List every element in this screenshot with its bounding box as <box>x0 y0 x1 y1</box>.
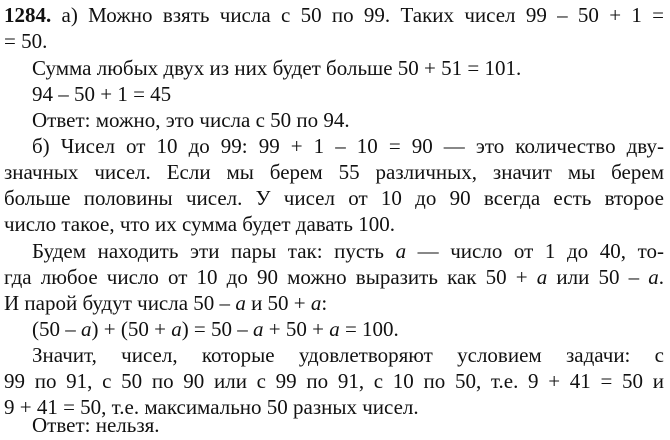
line-14 <box>32 342 664 368</box>
line-12-var-a1: a <box>235 291 246 315</box>
line-13-text-c: ) = 50 – <box>181 317 254 341</box>
line-6 <box>32 133 664 159</box>
line-15-text: 99 по 91, с 50 по 90 или с 99 по 91, с 10 по 50, т.е. 9 + 41 = 50 и <box>4 369 664 393</box>
line-4 <box>32 81 171 107</box>
line-4-text: 94 – 50 + 1 = 45 <box>32 82 172 106</box>
line-11-text-b: или 50 – <box>547 265 649 289</box>
problem-number: 1284. <box>4 3 52 27</box>
line-10-text-a: Будем находить эти пары так: пусть <box>32 239 396 263</box>
line-10-text-b: — число от 1 до 40, то- <box>406 239 664 263</box>
line-17-text: Ответ: нельзя. <box>32 413 160 437</box>
line-13-var-a4: a <box>329 317 340 341</box>
line-2-text: = 50. <box>4 29 48 53</box>
line-13-text-e: = 100. <box>339 317 399 341</box>
line-3 <box>32 55 521 81</box>
line-12-text-a: И парой будут числа 50 – <box>4 291 236 315</box>
line-8 <box>4 185 664 211</box>
line-13-text-b: ) + (50 + <box>91 317 172 341</box>
line-12-var-a2: a <box>310 291 322 315</box>
line-13-var-a3: a <box>253 317 264 341</box>
line-11-var-a2: a <box>648 265 659 289</box>
line-11-var-a1: a <box>536 265 548 289</box>
line-8-text: больше половины чисел. У чисел от 10 до 90 всегда есть второе <box>4 186 664 210</box>
line-5-text: Ответ: можно, это числа с 50 по 94. <box>32 108 350 132</box>
line-16-text: 9 + 41 = 50, т.е. максимально 50 разных чисел. <box>4 395 419 419</box>
line-9 <box>4 211 395 237</box>
line-6-text: б) Чисел от 10 до 99: 99 + 1 – 10 = 90 — это количество дву- <box>32 134 664 158</box>
line-13-var-a2: a <box>171 317 182 341</box>
line-13 <box>32 316 399 342</box>
line-10-var-a: a <box>395 239 407 263</box>
line-1 <box>4 2 664 28</box>
line-3-text: Сумма любых двух из них будет больше 50 + 51 = 101. <box>32 56 522 80</box>
line-12-text-c: : <box>321 291 328 315</box>
line-14-text: Значит, чисел, которые удовлетворяют условием задачи: с <box>32 343 664 367</box>
line-13-text-d: + 50 + <box>263 317 330 341</box>
line-10 <box>32 238 664 264</box>
line-1-text: а) Можно взять числа с 50 по 99. Таких чисел 99 – 50 + 1 = <box>51 3 664 27</box>
line-7 <box>4 159 664 185</box>
line-12 <box>4 290 327 316</box>
line-11-text-c: . <box>658 265 664 289</box>
line-13-var-a1: a <box>81 317 92 341</box>
line-11-text-a: гда любое число от 10 до 90 можно выразить как 50 + <box>4 265 537 289</box>
line-7-text: значных чисел. Если мы берем 55 различных, значит мы берем <box>4 160 664 184</box>
line-9-text: число такое, что их сумма будет давать 100. <box>4 212 395 236</box>
line-12-text-b: и 50 + <box>245 291 311 315</box>
line-15 <box>4 368 664 394</box>
line-2 <box>4 28 47 54</box>
line-5 <box>32 107 350 133</box>
line-13-text-a: (50 – <box>32 317 81 341</box>
line-17 <box>32 412 160 438</box>
line-11 <box>4 264 664 290</box>
